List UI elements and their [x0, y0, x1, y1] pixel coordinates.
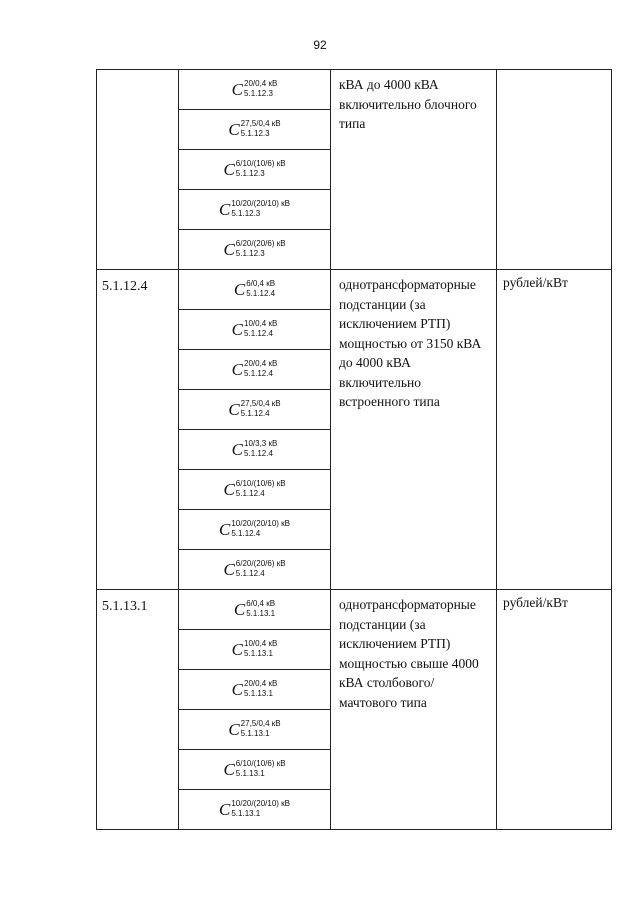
description-cell: однотрансформаторные подстанции (за исключением РТП) мощностью свыше 4000 кВА столбового/мачтового типа: [331, 590, 497, 830]
formula-superscript: 10/20/(20/10) кВ: [231, 799, 290, 809]
rate-formula-cell: [179, 790, 331, 830]
formula-subscript: 5.1.12.4: [244, 449, 273, 459]
formula-symbol: C: [231, 319, 244, 339]
formula-subscript: 5.1.12.4: [244, 329, 273, 339]
formula-subscript: 5.1.12.3: [244, 89, 273, 99]
rate-formula-cell: [179, 190, 331, 230]
unit-cell: [497, 70, 612, 270]
rate-formula-cell: [179, 110, 331, 150]
table-row: [97, 590, 612, 630]
rate-formula: [219, 199, 290, 219]
formula-symbol: C: [223, 759, 235, 779]
formula-symbol: C: [233, 599, 246, 619]
formula-symbol: C: [219, 199, 231, 219]
formula-superscript: 6/0,4 кВ: [246, 599, 276, 609]
formula-subscript: 5.1.13.1: [231, 809, 261, 819]
formula-superscript: 6/10/(10/6) кВ: [235, 479, 286, 489]
rate-formula: [228, 119, 280, 139]
formula-superscript: 27,5/0,4 кВ: [240, 119, 281, 129]
formula-symbol: C: [223, 479, 235, 499]
rate-formula-cell: [179, 750, 331, 790]
formula-subscript: 5.1.12.3: [235, 169, 265, 179]
description-cell: кВА до 4000 кВА включительно блочного типа: [331, 70, 497, 270]
table-row: [97, 70, 612, 110]
formula-subscript: 5.1.12.4: [235, 489, 265, 499]
table-row: [97, 270, 612, 310]
rate-formula-cell: [179, 630, 331, 670]
rate-formula-cell: [179, 350, 331, 390]
formula-symbol: C: [231, 679, 244, 699]
tariff-table: [96, 69, 612, 830]
rate-formula: [223, 239, 285, 259]
formula-superscript: 10/20/(20/10) кВ: [231, 519, 290, 529]
formula-subscript: 5.1.12.3: [240, 129, 270, 139]
rate-formula: [223, 159, 285, 179]
rate-formula: [228, 399, 280, 419]
rate-formula: [219, 799, 290, 819]
formula-subscript: 5.1.12.4: [240, 409, 270, 419]
rate-formula-cell: [179, 390, 331, 430]
rate-formula: [223, 759, 285, 779]
formula-subscript: 5.1.13.1: [244, 649, 273, 659]
rate-formula: [232, 679, 278, 699]
formula-subscript: 5.1.12.4: [246, 289, 276, 299]
rate-formula-cell: [179, 230, 331, 270]
formula-superscript: 20/0,4 кВ: [244, 679, 278, 689]
formula-superscript: 20/0,4 кВ: [244, 359, 278, 369]
item-code-cell: [97, 70, 179, 270]
rate-formula-cell: [179, 270, 331, 310]
formula-superscript: 27,5/0,4 кВ: [240, 399, 281, 409]
rate-formula: [223, 559, 285, 579]
formula-subscript: 5.1.13.1: [240, 729, 270, 739]
formula-superscript: 6/20/(20/6) кВ: [235, 559, 286, 569]
rate-formula: [234, 279, 275, 299]
formula-superscript: 6/0,4 кВ: [246, 279, 276, 289]
rate-formula: [232, 439, 278, 459]
formula-subscript: 5.1.12.4: [244, 369, 273, 379]
formula-superscript: 10/0,4 кВ: [244, 639, 278, 649]
rate-formula-cell: [179, 710, 331, 750]
formula-superscript: 10/3,3 кВ: [244, 439, 278, 449]
item-code-cell: 5.1.13.1: [97, 590, 179, 830]
rate-formula: [234, 599, 275, 619]
formula-symbol: C: [233, 279, 246, 299]
rate-formula: [232, 639, 278, 659]
formula-subscript: 5.1.13.1: [244, 689, 273, 699]
formula-subscript: 5.1.12.4: [235, 569, 265, 579]
formula-subscript: 5.1.12.3: [231, 209, 261, 219]
formula-symbol: C: [223, 159, 235, 179]
rate-formula-cell: [179, 470, 331, 510]
page-number: 92: [313, 38, 327, 52]
rate-formula: [232, 319, 278, 339]
rate-formula: [232, 359, 278, 379]
formula-subscript: 5.1.13.1: [235, 769, 265, 779]
formula-symbol: C: [223, 559, 235, 579]
rate-formula-cell: [179, 430, 331, 470]
formula-superscript: 6/10/(10/6) кВ: [235, 759, 286, 769]
formula-subscript: 5.1.12.4: [231, 529, 261, 539]
formula-symbol: C: [228, 719, 240, 739]
rate-formula-cell: [179, 70, 331, 110]
rate-formula: [232, 79, 278, 99]
rate-formula-cell: [179, 310, 331, 350]
formula-symbol: C: [219, 519, 231, 539]
formula-superscript: 6/10/(10/6) кВ: [235, 159, 286, 169]
rate-formula: [223, 479, 285, 499]
description-cell: однотрансформаторные подстанции (за исключением РТП) мощностью от 3150 кВА до 4000 кВА включительно встроенного типа: [331, 270, 497, 590]
unit-cell: рублей/кВт: [497, 270, 612, 590]
formula-symbol: C: [231, 79, 244, 99]
formula-symbol: C: [223, 239, 235, 259]
rate-formula: [228, 719, 280, 739]
formula-subscript: 5.1.13.1: [246, 609, 276, 619]
formula-symbol: C: [231, 639, 244, 659]
formula-subscript: 5.1.12.3: [235, 249, 265, 259]
formula-symbol: C: [231, 439, 244, 459]
formula-superscript: 10/0,4 кВ: [244, 319, 278, 329]
formula-superscript: 20/0,4 кВ: [244, 79, 278, 89]
formula-symbol: C: [228, 119, 240, 139]
item-code-cell: 5.1.12.4: [97, 270, 179, 590]
rate-formula-cell: [179, 670, 331, 710]
formula-superscript: 10/20/(20/10) кВ: [231, 199, 290, 209]
rate-formula-cell: [179, 590, 331, 630]
rate-formula: [219, 519, 290, 539]
formula-superscript: 6/20/(20/6) кВ: [235, 239, 286, 249]
formula-superscript: 27,5/0,4 кВ: [240, 719, 281, 729]
rate-formula-cell: [179, 550, 331, 590]
formula-symbol: C: [231, 359, 244, 379]
unit-cell: рублей/кВт: [497, 590, 612, 830]
rate-formula-cell: [179, 510, 331, 550]
formula-symbol: C: [219, 799, 231, 819]
rate-formula-cell: [179, 150, 331, 190]
formula-symbol: C: [228, 399, 240, 419]
